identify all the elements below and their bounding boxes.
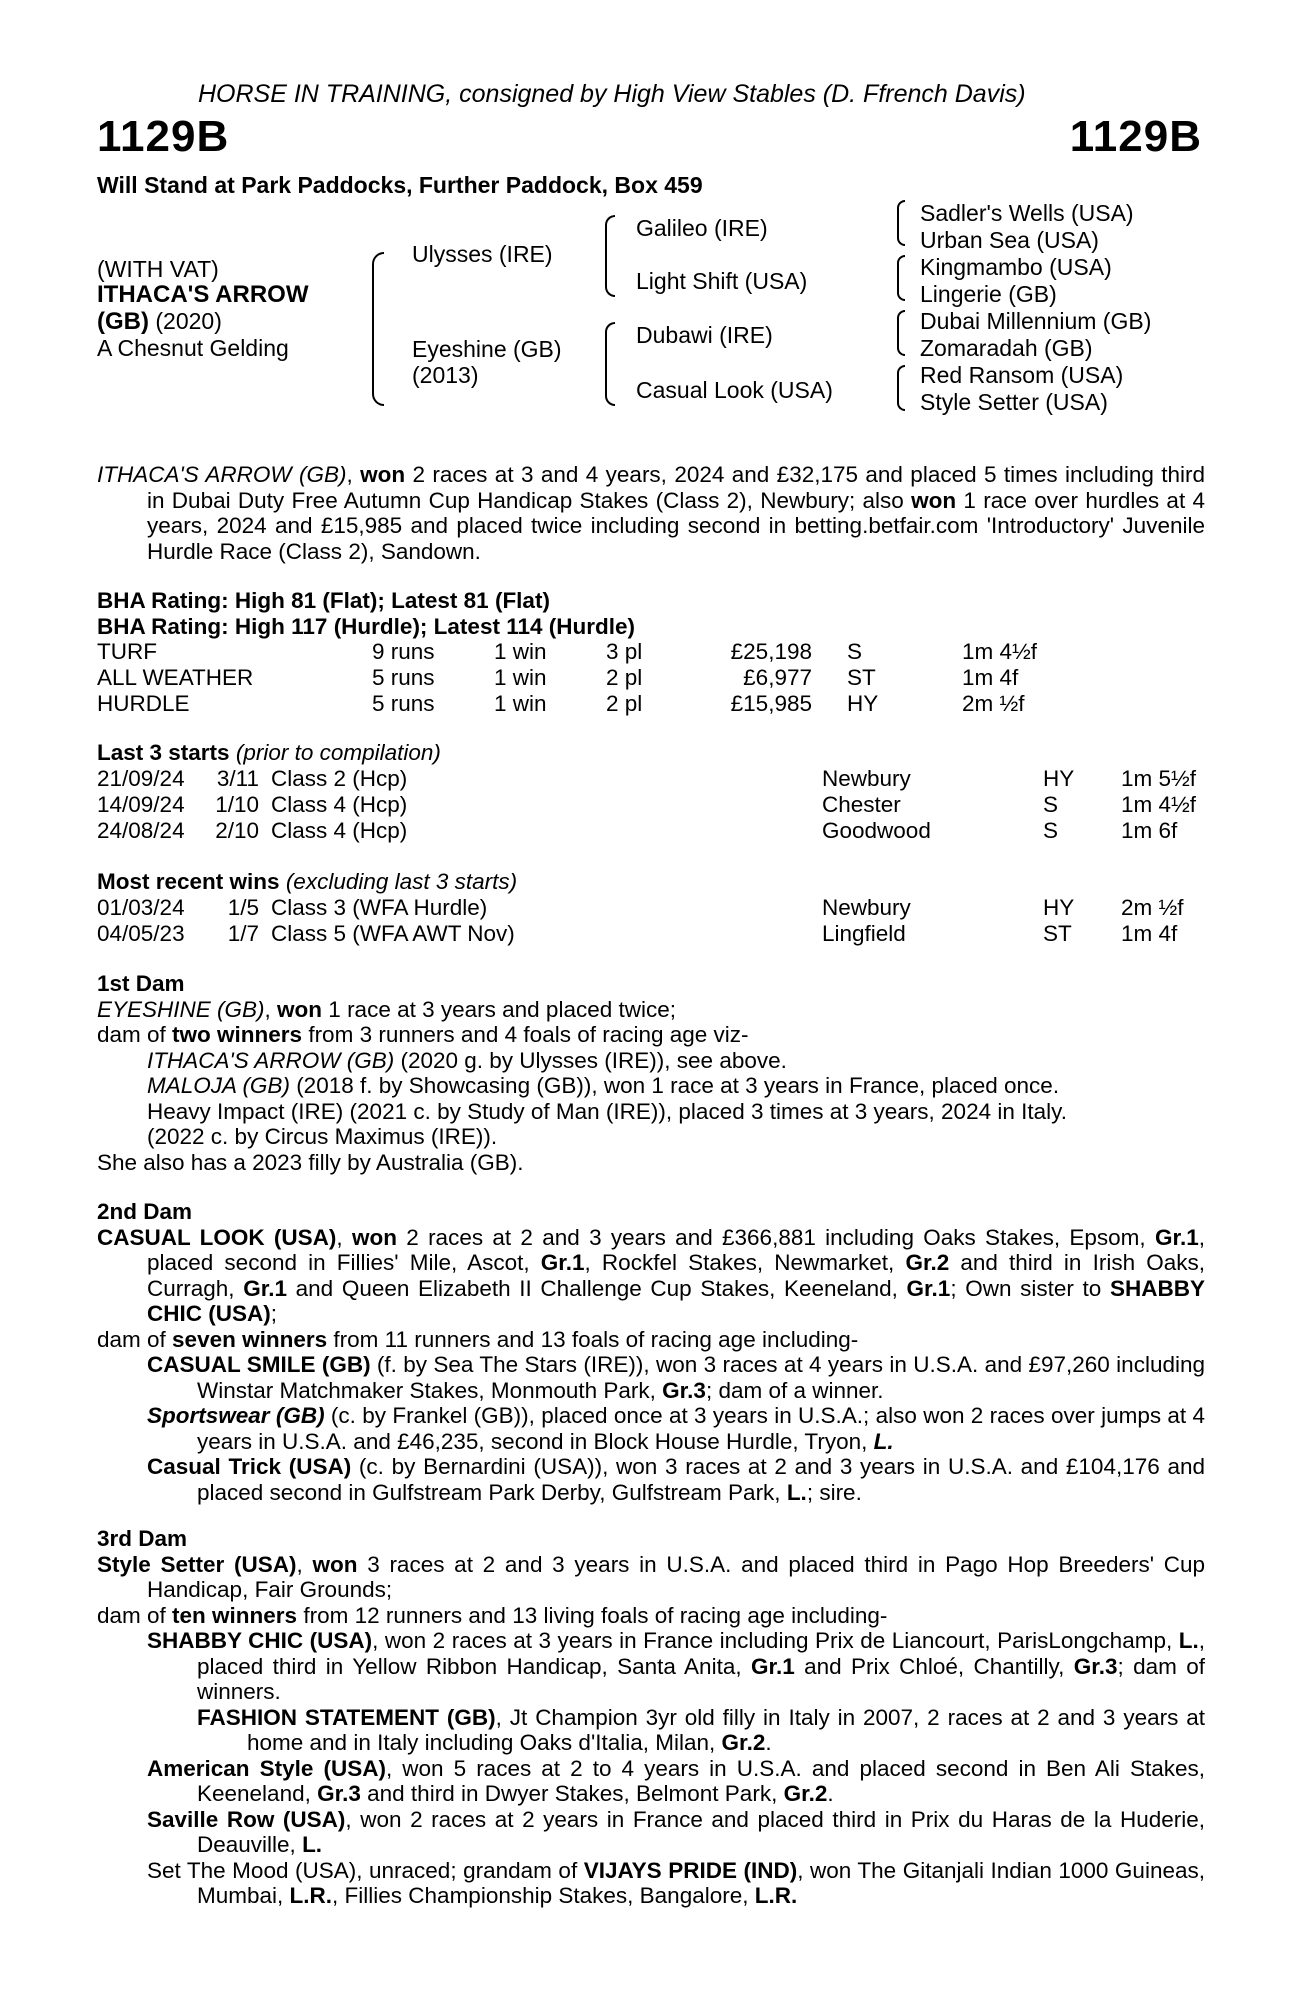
distance: 1m 5½f [1121, 766, 1197, 791]
text: , won The Gitanjali Indian 1000 Guineas, Mumbai, [197, 1857, 1205, 1908]
stand-location: Will Stand at Park Paddocks, Further Paddock, Box 459 [97, 172, 703, 198]
date: 04/05/23 [97, 921, 185, 946]
pedigree-dam-year: (2013) [412, 362, 479, 388]
text: (c. by Bernardini (USA)), won 3 races at 2 and 3 years in U.S.A. and £104,176 and placed second in Gulfstream Park Derby, Gulfstream Park, [197, 1454, 1205, 1505]
distance: 1m 6f [1121, 818, 1178, 843]
dam-name: Style Setter (USA) [97, 1551, 297, 1577]
progeny-name: ITHACA'S ARROW (GB) [147, 1047, 395, 1073]
table-row [97, 818, 1196, 844]
text: (c. by Frankel (GB)), placed once at 3 years in U.S.A.; also won 2 races over jumps at 4 years in U.S.A. and £46,235, second in Block House Hurdle, Tryon, [197, 1403, 1206, 1454]
last-starts-table [97, 766, 1196, 844]
text: , won 5 races at 2 to 4 years in U.S.A. and placed second in Ben Ali Stakes, Keeneland, [197, 1755, 1205, 1806]
winners-count: ten winners [172, 1602, 298, 1628]
text: ; [270, 1301, 278, 1326]
text: and third in Irish Oaks, Curragh, [147, 1250, 1205, 1301]
pedigree-brace-g3-1 [897, 200, 905, 246]
lot-number-left: 1129B [97, 112, 230, 161]
progeny-name: SHABBY CHIC (USA) [147, 1628, 373, 1653]
grade: Gr.1 [750, 1653, 795, 1679]
pedigree-brace-sire [605, 215, 615, 297]
horse-identity [97, 256, 308, 361]
horse-country: (GB) [97, 308, 149, 335]
progeny-name: American Style (USA) [147, 1755, 386, 1781]
summary-horse-name: ITHACA'S ARROW (GB) [97, 462, 347, 487]
recent-wins-table [97, 895, 1184, 947]
going: HY [1043, 766, 1075, 791]
table-row [97, 792, 1196, 818]
consignment-line: HORSE IN TRAINING, consigned by High View Stables (D. Ffrench Davis) [198, 80, 1026, 108]
horse-description: A Chesnut Gelding [97, 335, 289, 361]
prize: £15,985 [730, 691, 812, 716]
progeny-text: (2020 g. by Ulysses (IRE)), see above. [394, 1047, 787, 1073]
table-row [97, 766, 1196, 792]
sister-name: SHABBY CHIC (USA) [147, 1275, 1205, 1326]
last-starts-heading [97, 740, 441, 766]
pedigree-gen3 [920, 200, 1151, 416]
dam-name: EYESHINE (GB) [97, 996, 265, 1022]
pedigree-gen3-item: Red Ransom (USA) [920, 362, 1124, 388]
grade: L. [1178, 1628, 1199, 1653]
text: Set The Mood (USA), unraced; grandam of [147, 1857, 584, 1883]
text: (f. by Sea The Stars (IRE)), won 3 races at 4 years in U.S.A. and £97,260 including Winstar Matchmaker Stakes, Monmouth Park, [197, 1352, 1205, 1403]
won-label: won [312, 1551, 358, 1577]
text: from 12 runners and 13 living foals of racing age including- [297, 1602, 888, 1628]
text: dam of [97, 1022, 173, 1047]
date: 21/09/24 [97, 766, 185, 791]
text: and Queen Elizabeth II Challenge Cup Stakes, Keeneland, [286, 1275, 907, 1301]
pedigree-gen3-item: Urban Sea (USA) [920, 227, 1099, 253]
third-dam-section: 3rd Dam Style Setter (USA), won 3 races at 2 and 3 years in U.S.A. and placed third in Pago Hop Breeders' Cup Handicap, Fair Grounds; dam of ten winners from 12 runners and 13 living foals of racing age including- SHABBY CHIC (USA), won 2 races at 3 years in France including Prix de Liancourt, ParisLongchamp, L., placed third in Yellow Ribbon Handicap, Santa Anita, Gr.1 and Prix Chloé, Chantilly, Gr.3; dam of winners. FASHION STATEMENT (GB), Jt Champion 3yr old filly in Italy in 2007, 2 races at 2 and 3 years at home and in Italy including Oaks d'Italia, Milan, Gr.2. American Style (USA), won 5 races at 2 to 4 years in U.S.A. and placed second in Ben Ali Stakes, Keeneland, Gr.3 and third in Dwyer Stakes, Belmont Park, Gr.2. Saville Row (USA), won 2 races at 2 years in France and placed third in Prix du Haras de la Huderie, Deauville, L. Set The Mood (USA), unraced; grandam of VIJAYS PRIDE (IND), won The Gitanjali Indian 1000 Guineas, Mumbai, L.R., Fillies Championship Stakes, Bangalore, L.R. [97, 1526, 1206, 1908]
table-row [97, 639, 1037, 665]
progeny-text: Heavy Impact (IRE) (2021 c. by Study of Man (IRE)), placed 3 times at 3 years, 2024 in Italy. [147, 1098, 1067, 1124]
pedigree-brace-dam [605, 322, 615, 406]
race: Class 2 (Hcp) [271, 766, 408, 791]
progeny-text: (2022 c. by Circus Maximus (IRE)). [147, 1124, 498, 1149]
text: ; dam of a winner. [705, 1377, 884, 1403]
bha-ratings [97, 588, 635, 639]
going: S [1043, 818, 1059, 843]
pedigree-gen3-item: Lingerie (GB) [920, 281, 1057, 307]
first-dam-section: 1st Dam EYESHINE (GB), won 1 race at 3 years and placed twice; dam of two winners from 3 runners and 4 foals of racing age viz- ITHACA'S ARROW (GB) (2020 g. by Ulysses (IRE)), see above. MALOJA (GB) (2018 f. by Showcasing (GB)), won 1 race at 3 years in France, placed once. Heavy Impact (IRE) (2021 c. by Study of Man (IRE)), placed 3 times at 3 years, 2024 in Italy. (2022 c. by Circus Maximus (IRE)). She also has a 2023 filly by Australia (GB). [97, 971, 1205, 1175]
race-summary: ITHACA'S ARROW (GB), won 2 races at 3 and 4 years, 2024 and £32,175 and placed 5 times including third in Dubai Duty Free Autumn Cup Handicap Stakes (Class 2), Newbury; also won 1 race over hurdles at 4 years, 2024 and £15,985 and placed twice including second in betting.betfair.com 'Introductory' Juvenile Hurdle Race (Class 2), Sandown. [97, 462, 1205, 564]
surface: ALL WEATHER [97, 665, 254, 690]
pedigree-gen3-item: Sadler's Wells (USA) [920, 200, 1134, 226]
distance: 2m ½f [1121, 895, 1184, 920]
table-row [97, 691, 1037, 717]
pedigree-gen3-item: Kingmambo (USA) [920, 254, 1112, 280]
course: Newbury [822, 766, 911, 791]
section-title: 3rd Dam [97, 1526, 188, 1551]
won-label: won [360, 462, 406, 487]
text: ; dam of winners. [197, 1653, 1205, 1704]
pedigree-gen3-item: Style Setter (USA) [920, 389, 1108, 415]
pedigree-dam-dam: Casual Look (USA) [636, 377, 833, 403]
progeny-name: Casual Trick (USA) [147, 1454, 352, 1479]
progeny-text: (2018 f. by Showcasing (GB)), won 1 race at 3 years in France, placed once. [289, 1073, 1060, 1098]
progeny-name: Saville Row (USA) [147, 1806, 346, 1832]
position: 1/10 [215, 792, 259, 817]
grade: Gr.2 [721, 1730, 766, 1755]
grade: L.R. [289, 1883, 333, 1908]
distance: 2m ½f [962, 691, 1025, 716]
won-label: won [351, 1224, 397, 1250]
going: HY [847, 691, 879, 716]
won-label: won [277, 996, 323, 1022]
text: . [765, 1730, 772, 1755]
text: , placed second in Fillies' Mile, Ascot, [147, 1224, 1205, 1275]
text: dam of [97, 1602, 173, 1628]
dam-name: CASUAL LOOK (USA) [97, 1224, 337, 1250]
grade: L. [873, 1428, 894, 1454]
distance: 1m 4½f [962, 639, 1038, 664]
position: 1/7 [227, 921, 259, 946]
won-label: won [911, 487, 957, 513]
grade: L. [786, 1479, 807, 1505]
grade: Gr.1 [540, 1250, 585, 1275]
pedigree-dam-name: Eyeshine (GB) [412, 336, 562, 362]
section-title: 1st Dam [97, 971, 185, 996]
section-title: Most recent wins [97, 869, 280, 894]
text: and Prix Chloé, Chantilly, [794, 1653, 1074, 1679]
section-title: Last 3 starts [97, 740, 230, 765]
text: , Jt Champion 3yr old filly in Italy in 2007, 2 races at 2 and 3 years at home and in Italy including Oaks d'Italia, Milan, [247, 1704, 1205, 1755]
pedigree-gen3-item: Zomaradah (GB) [920, 335, 1093, 361]
prize: £6,977 [743, 665, 812, 690]
date: 24/08/24 [97, 818, 185, 843]
text: and third in Dwyer Stakes, Belmont Park, [360, 1781, 784, 1806]
going: ST [1043, 921, 1072, 946]
grade: Gr.1 [1154, 1224, 1199, 1250]
text: , Rockfel Stakes, Newmarket, [584, 1250, 906, 1275]
pedigree-brace-gen1 [372, 252, 384, 406]
winners-count: two winners [172, 1022, 303, 1047]
distance: 1m 4f [1121, 921, 1178, 946]
placed: 3 pl [606, 639, 643, 664]
section-note: (excluding last 3 starts) [285, 869, 518, 894]
pedigree-sire-dam: Light Shift (USA) [636, 268, 808, 294]
text: 2 races at 2 and 3 years and £366,881 including Oaks Stakes, Epsom, [396, 1224, 1155, 1250]
summary-text: 2 races at 3 and 4 years, 2024 and £32,175 and placed 5 times including third in Dubai Duty Free Autumn Cup Handicap Stakes (Class 2), Newbury; also [147, 462, 1205, 513]
grade: Gr.1 [243, 1275, 287, 1301]
going: S [847, 639, 863, 664]
text: from 11 runners and 13 foals of racing age including- [327, 1326, 859, 1352]
course: Chester [822, 792, 901, 817]
position: 3/11 [216, 766, 259, 791]
horse-name: ITHACA'S ARROW [97, 281, 309, 308]
recent-wins-heading [97, 869, 517, 895]
dam-text: 1 race at 3 years and placed twice; [322, 996, 676, 1022]
distance: 1m 4½f [1121, 792, 1197, 817]
going: S [1043, 792, 1059, 817]
wins: 1 win [494, 639, 547, 664]
surface: TURF [97, 639, 157, 664]
going: ST [847, 665, 876, 690]
also-text: She also has a 2023 filly by Australia (GB). [97, 1149, 524, 1175]
wins: 1 win [494, 691, 547, 716]
runs: 5 runs [372, 665, 435, 690]
pedigree-dam-sire: Dubawi (IRE) [636, 322, 773, 348]
course: Newbury [822, 895, 911, 920]
text: ; sire. [806, 1479, 862, 1505]
race: Class 4 (Hcp) [271, 792, 408, 817]
text: ; Own sister to [950, 1275, 1110, 1301]
section-title: 2nd Dam [97, 1199, 193, 1224]
position: 1/5 [227, 895, 259, 920]
summary-text: 1 race over hurdles at 4 years, 2024 and £15,985 and placed twice including second in betting.betfair.com 'Introductory' Juvenile Hurdle Race (Class 2), Sandown. [147, 487, 1205, 564]
surface: HURDLE [97, 691, 190, 716]
progeny-name: VIJAYS PRIDE (IND) [583, 1857, 798, 1883]
career-stats-table [97, 639, 1037, 717]
pedigree-brace-g3-2 [897, 255, 905, 301]
winners-count: seven winners [172, 1326, 328, 1352]
horse-year: (2020) [155, 308, 222, 334]
grade: Gr.3 [662, 1377, 706, 1403]
placed: 2 pl [606, 691, 643, 716]
pedigree-dam [412, 336, 562, 388]
grade: Gr.1 [906, 1275, 951, 1301]
text: , won 2 races at 3 years in France including Prix de Liancourt, ParisLongchamp, [372, 1628, 1179, 1653]
vat-label: (WITH VAT) [97, 256, 219, 282]
table-row [97, 895, 1184, 921]
progeny-name: FASHION STATEMENT (GB) [197, 1704, 496, 1730]
date: 14/09/24 [97, 792, 185, 817]
pedigree-sire-sire: Galileo (IRE) [636, 215, 768, 241]
going: HY [1043, 895, 1075, 920]
distance: 1m 4f [962, 665, 1019, 690]
text: , placed third in Yellow Ribbon Handicap, Santa Anita, [197, 1628, 1205, 1679]
bha-rating-hurdle: BHA Rating: High 117 (Hurdle); Latest 114 (Hurdle) [97, 613, 635, 639]
grade: Gr.3 [1073, 1653, 1118, 1679]
section-note: (prior to compilation) [235, 740, 441, 765]
text: , won 2 races at 2 years in France and placed third in Prix du Haras de la Huderie, Deauville, [197, 1806, 1205, 1857]
grade: L. [302, 1832, 323, 1857]
prize: £25,198 [730, 639, 812, 664]
text: , Fillies Championship Stakes, Bangalore, [332, 1883, 755, 1908]
text: 3 races at 2 and 3 years in U.S.A. and placed third in Pago Hop Breeders' Cup Handicap, Fair Grounds; [147, 1551, 1206, 1602]
course: Goodwood [822, 818, 931, 843]
grade: Gr.3 [317, 1781, 361, 1806]
position: 2/10 [215, 818, 259, 843]
course: Lingfield [822, 921, 906, 946]
progeny-name: Sportswear (GB) [147, 1403, 325, 1428]
pedigree-gen3-item: Dubai Millennium (GB) [920, 308, 1152, 334]
race: Class 3 (WFA Hurdle) [271, 895, 488, 920]
lot-number-right: 1129B [1069, 112, 1202, 161]
runs: 5 runs [372, 691, 435, 716]
progeny-name: MALOJA (GB) [147, 1073, 290, 1098]
grade: Gr.2 [783, 1781, 828, 1806]
wins: 1 win [494, 665, 547, 690]
progeny-name: CASUAL SMILE (GB) [147, 1352, 371, 1377]
placed: 2 pl [606, 665, 643, 690]
runs: 9 runs [372, 639, 435, 664]
table-row [97, 665, 1037, 691]
race: Class 4 (Hcp) [271, 818, 408, 843]
pedigree-brace-g3-4 [897, 365, 905, 411]
pedigree-sire: Ulysses (IRE) [412, 241, 553, 267]
bha-rating-flat: BHA Rating: High 81 (Flat); Latest 81 (Flat) [97, 588, 550, 613]
grade: L.R. [754, 1883, 798, 1908]
table-row [97, 921, 1184, 947]
grade: Gr.2 [905, 1250, 950, 1275]
pedigree-brace-g3-3 [897, 310, 905, 356]
text: dam of [97, 1326, 173, 1352]
text: . [827, 1781, 834, 1806]
race: Class 5 (WFA AWT Nov) [271, 921, 515, 946]
date: 01/03/24 [97, 895, 185, 920]
text: from 3 runners and 4 foals of racing age viz- [302, 1022, 749, 1047]
second-dam-section: 2nd Dam CASUAL LOOK (USA), won 2 races at 2 and 3 years and £366,881 including Oaks Stakes, Epsom, Gr.1, placed second in Fillies' Mile, Ascot, Gr.1, Rockfel Stakes, Newmarket, Gr.2 and third in Irish Oaks, Curragh, Gr.1 and Queen Elizabeth II Challenge Cup Stakes, Keeneland, Gr.1; Own sister to SHABBY CHIC (USA); dam of seven winners from 11 runners and 13 foals of racing age including- CASUAL SMILE (GB) (f. by Sea The Stars (IRE)), won 3 races at 4 years in U.S.A. and £97,260 including Winstar Matchmaker Stakes, Monmouth Park, Gr.3; dam of a winner. Sportswear (GB) (c. by Frankel (GB)), placed once at 3 years in U.S.A.; also won 2 races over jumps at 4 years in U.S.A. and £46,235, second in Block House Hurdle, Tryon, L. Casual Trick (USA) (c. by Bernardini (USA)), won 3 races at 2 and 3 years in U.S.A. and £104,176 and placed second in Gulfstream Park Derby, Gulfstream Park, L.; sire. [97, 1199, 1206, 1505]
